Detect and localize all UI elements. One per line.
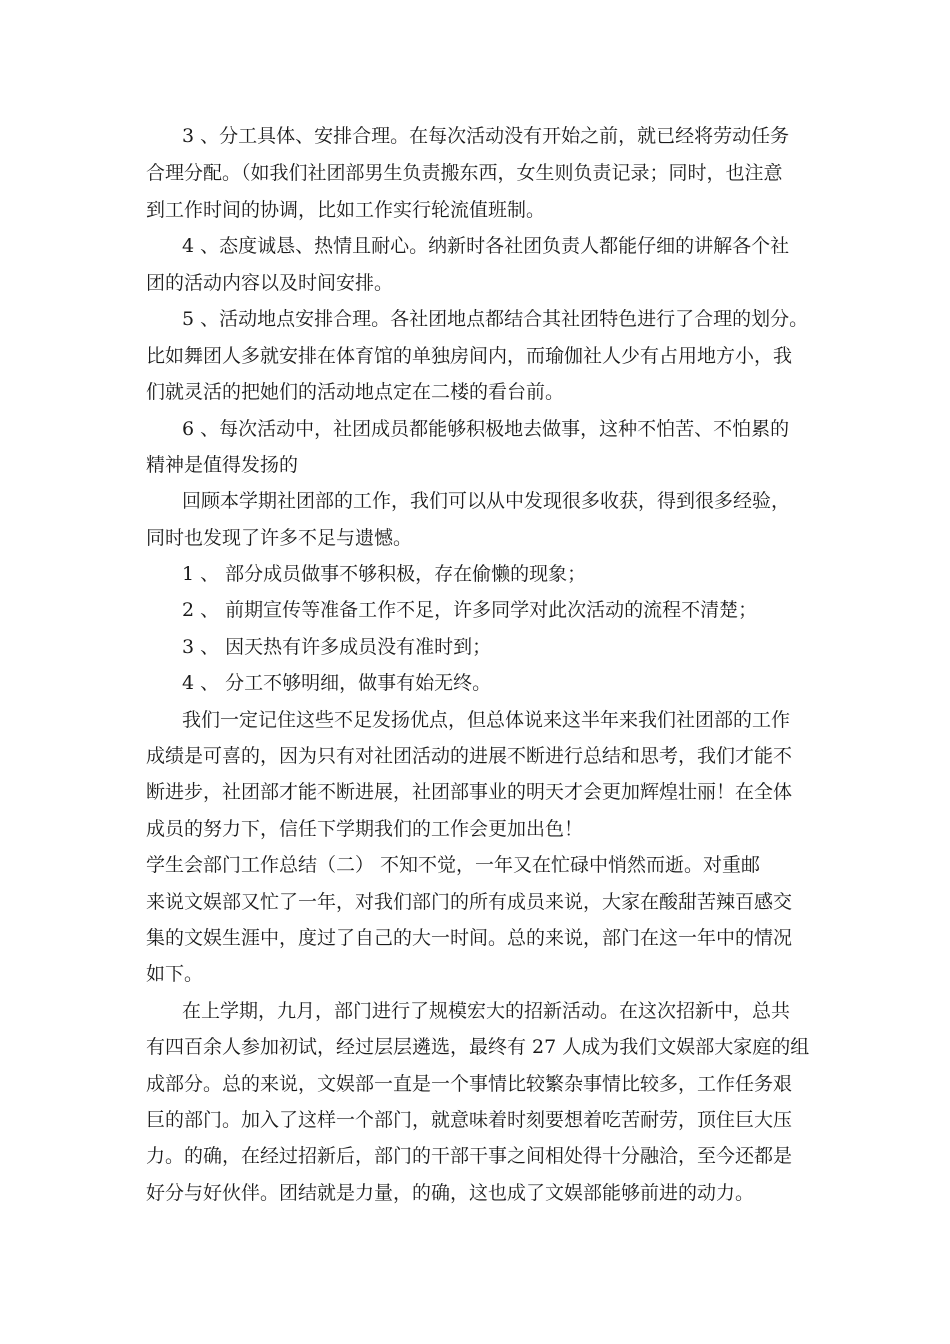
paragraph-4-line-1: 4 、态度诚恳、热情且耐心。纳新时各社团负责人都能仔细的讲解各个社 bbox=[182, 235, 790, 257]
recruitment-paragraph-line-5: 力。的确，在经过招新后，部门的干部干事之间相处得十分融洽，至今还都是 bbox=[146, 1145, 793, 1167]
shortcoming-item-1: 1 、 部分成员做事不够积极，存在偷懒的现象； bbox=[182, 563, 587, 585]
review-paragraph-line-1: 回顾本学期社团部的工作，我们可以从中发现很多收获，得到很多经验， bbox=[182, 490, 791, 512]
paragraph-4-line-2: 团的活动内容以及时间安排。 bbox=[146, 272, 394, 294]
paragraph-5-line-2: 比如舞团人多就安排在体育馆的单独房间内，而瑜伽社人少有占用地方小，我 bbox=[146, 345, 793, 367]
paragraph-5-line-3: 们就灵活的把她们的活动地点定在二楼的看台前。 bbox=[146, 381, 565, 403]
shortcoming-item-4: 4 、 分工不够明细，做事有始无终。 bbox=[182, 672, 492, 694]
recruitment-paragraph-line-4: 巨的部门。加入了这样一个部门，就意味着时刻要想着吃苦耐劳，顶住巨大压 bbox=[146, 1109, 793, 1131]
conclusion-line-3: 断进步，社团部才能不断进展，社团部事业的明天才会更加辉煌壮丽！在全体 bbox=[146, 781, 793, 803]
section-two-line-2: 来说文娱部又忙了一年，对我们部门的所有成员来说，大家在酸甜苦辣百感交 bbox=[146, 891, 793, 913]
paragraph-6-line-2: 精神是值得发扬的 bbox=[146, 454, 299, 476]
conclusion-line-4: 成员的努力下，信任下学期我们的工作会更加出色！ bbox=[146, 818, 584, 840]
shortcoming-item-3: 3 、 因天热有许多成员没有准时到； bbox=[182, 636, 492, 658]
section-two-line-4: 如下。 bbox=[146, 963, 204, 985]
paragraph-3-line-2: 合理分配。（如我们社团部男生负责搬东西，女生则负责记录；同时，也注意 bbox=[146, 162, 783, 184]
recruitment-paragraph-line-3: 成部分。总的来说，文娱部一直是一个事情比较繁杂事情比较多，工作任务艰 bbox=[146, 1073, 793, 1095]
section-two-line-3: 集的文娱生涯中，度过了自己的大一时间。总的来说，部门在这一年中的情况 bbox=[146, 927, 793, 949]
paragraph-6-line-1: 6 、每次活动中，社团成员都能够积极地去做事，这种不怕苦、不怕累的 bbox=[182, 418, 790, 440]
section-two-heading-line: 学生会部门工作总结（二） 不知不觉，一年又在忙碌中悄然而逝。对重邮 bbox=[146, 854, 761, 876]
paragraph-3-line-3: 到工作时间的协调，比如工作实行轮流值班制。 bbox=[146, 199, 546, 221]
conclusion-line-2: 成绩是可喜的，因为只有对社团活动的进展不断进行总结和思考，我们才能不 bbox=[146, 745, 793, 767]
conclusion-line-1: 我们一定记住这些不足发扬优点，但总体说来这半年来我们社团部的工作 bbox=[182, 709, 791, 731]
shortcoming-item-2: 2 、 前期宣传等准备工作不足，许多同学对此次活动的流程不清楚； bbox=[182, 599, 758, 621]
review-paragraph-line-2: 同时也发现了许多不足与遗憾。 bbox=[146, 527, 413, 549]
paragraph-5-line-1: 5 、活动地点安排合理。各社团地点都结合其社团特色进行了合理的划分。 bbox=[182, 308, 809, 330]
recruitment-paragraph-line-1: 在上学期，九月，部门进行了规模宏大的招新活动。在这次招新中，总共 bbox=[182, 1000, 791, 1022]
recruitment-paragraph-line-2: 有四百余人参加初试，经过层层遴选，最终有 27 人成为我们文娱部大家庭的组 bbox=[146, 1036, 810, 1058]
recruitment-paragraph-line-6: 好分与好伙伴。团结就是力量，的确，这也成了文娱部能够前进的动力。 bbox=[146, 1182, 755, 1204]
paragraph-3-line-1: 3 、分工具体、安排合理。在每次活动没有开始之前，就已经将劳动任务 bbox=[182, 125, 790, 147]
